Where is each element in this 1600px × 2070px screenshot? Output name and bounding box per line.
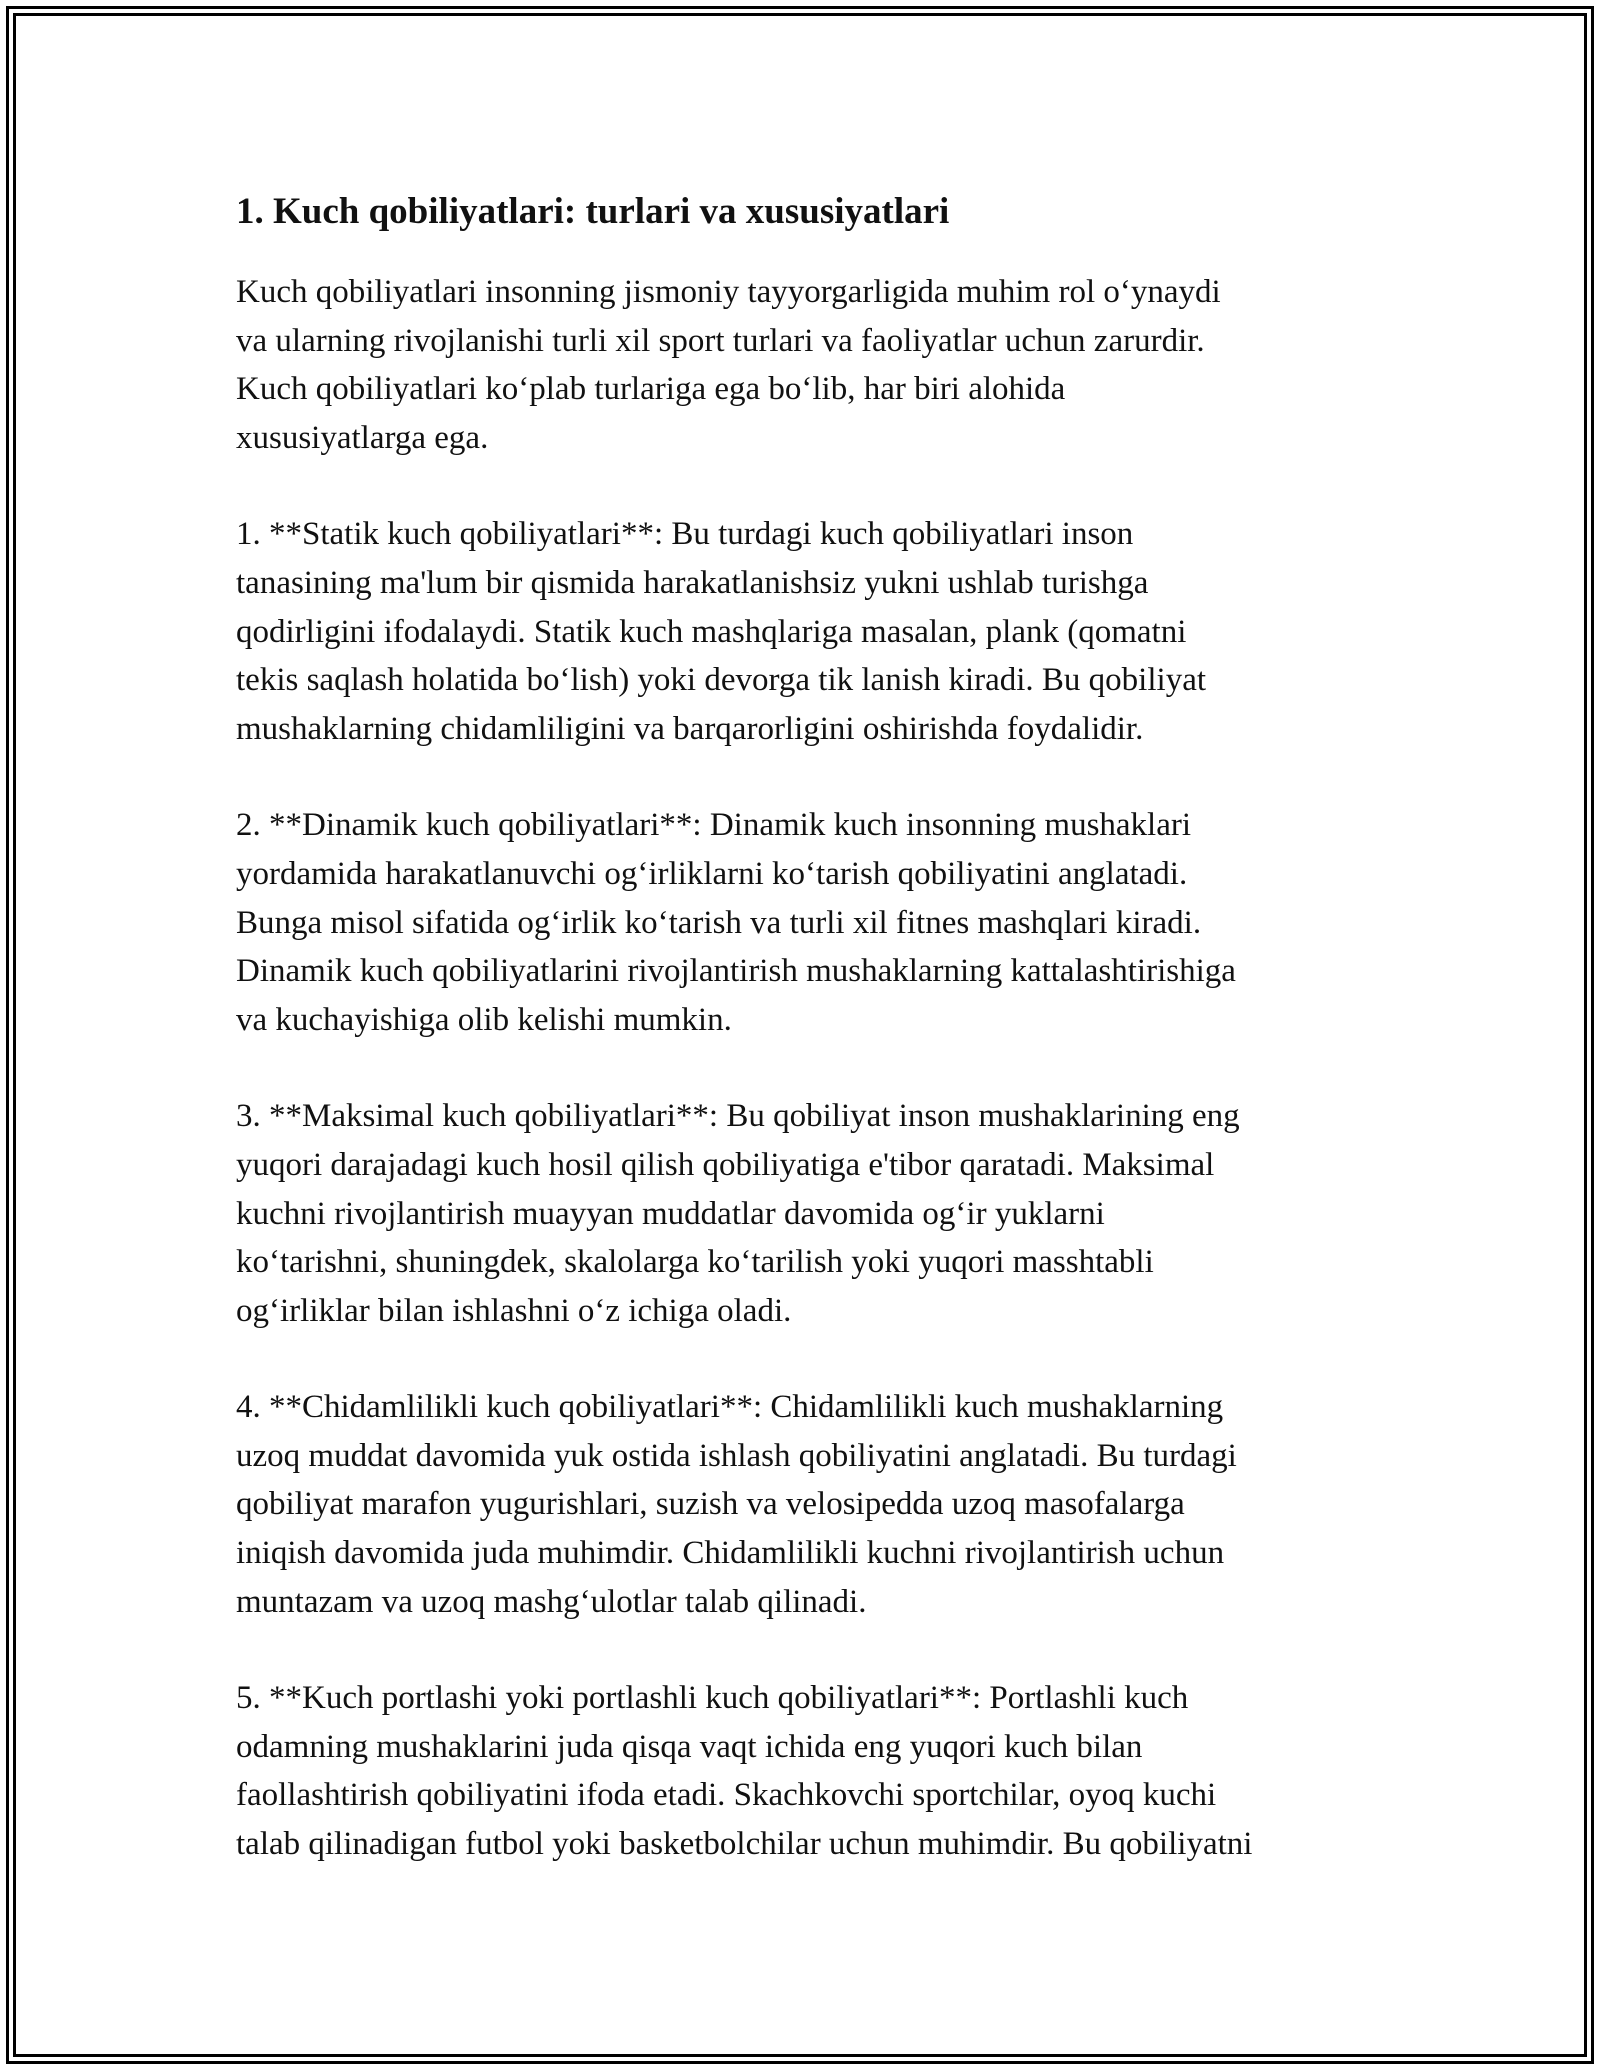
paragraph-line: Bunga misol sifatida og‘irlik ko‘tarish va turli xil fitnes mashqlari kiradi. (236, 904, 1202, 941)
paragraph-line: 2. **Dinamik kuch qobiliyatlari**: Dinamik kuch insonning mushaklari (236, 807, 1192, 844)
paragraph-line: kuchni rivojlantirish muayyan muddatlar davomida og‘ir yuklarni (236, 1195, 1105, 1232)
paragraph-line: mushaklarning chidamliligini va barqarorligini oshirishda foydalidir. (236, 710, 1144, 747)
endurance-strength-paragraph (236, 1383, 1376, 1626)
paragraph-line: talab qilinadigan futbol yoki basketbolchilar uchun muhimdir. Bu qobiliyatni (236, 1826, 1253, 1863)
paragraph-line: og‘irliklar bilan ishlashni o‘z ichiga oladi. (236, 1292, 792, 1329)
intro-paragraph (236, 268, 1376, 462)
dynamic-strength-paragraph (236, 801, 1376, 1044)
paragraph-line: Dinamik kuch qobiliyatlarini rivojlantirish mushaklarning kattalashtirishiga (236, 953, 1236, 990)
explosive-strength-paragraph (236, 1674, 1376, 1868)
paragraph-line: odamning mushaklarini juda qisqa vaqt ichida eng yuqori kuch bilan (236, 1728, 1143, 1765)
paragraph-line: va ularning rivojlanishi turli xil sport turlari va faoliyatlar uchun zarurdir. (236, 322, 1205, 359)
paragraph-line: yuqori darajadagi kuch hosil qilish qobiliyatiga e'tibor qaratadi. Maksimal (236, 1146, 1215, 1183)
paragraph-line: Kuch qobiliyatlari ko‘plab turlariga ega bo‘lib, har biri alohida (236, 371, 1066, 408)
paragraph-line: muntazam va uzoq mashg‘ulotlar talab qilinadi. (236, 1583, 867, 1620)
document-body (236, 186, 1376, 1869)
paragraph-line: 1. **Statik kuch qobiliyatlari**: Bu turdagi kuch qobiliyatlari inson (236, 516, 1134, 553)
paragraph-line: Kuch qobiliyatlari insonning jismoniy tayyorgarligida muhim rol o‘ynaydi (236, 274, 1221, 310)
paragraph-line: tanasining ma'lum bir qismida harakatlanishsiz yukni ushlab turishga (236, 564, 1149, 601)
static-strength-paragraph (236, 510, 1376, 753)
paragraph-line: 4. **Chidamlilikli kuch qobiliyatlari**: Chidamlilikli kuch mushaklarning (236, 1389, 1224, 1426)
paragraph-line: faollashtirish qobiliyatini ifoda etadi. Skachkovchi sportchilar, oyoq kuchi (236, 1777, 1217, 1814)
paragraph-line: uzoq muddat davomida yuk ostida ishlash qobiliyatini anglatadi. Bu turdagi (236, 1437, 1237, 1474)
paragraph-line: tekis saqlash holatida bo‘lish) yoki devorga tik lanish kiradi. Bu qobiliyat (236, 662, 1207, 699)
paragraph-line: 3. **Maksimal kuch qobiliyatlari**: Bu qobiliyat inson mushaklarining eng (236, 1098, 1240, 1135)
paragraph-line: ko‘tarishni, shuningdek, skalolarga ko‘tarilish yoki yuqori masshtabli (236, 1244, 1154, 1281)
paragraph-line: xususiyatlarga ega. (236, 419, 489, 456)
paragraph-line: yordamida harakatlanuvchi og‘irliklarni ko‘tarish qobiliyatini anglatadi. (236, 855, 1188, 892)
paragraph-line: iniqish davomida juda muhimdir. Chidamlilikli kuchni rivojlantirish uchun (236, 1535, 1225, 1572)
paragraph-line: qodirligini ifodalaydi. Statik kuch mashqlariga masalan, plank (qomatni (236, 613, 1187, 650)
maximal-strength-paragraph (236, 1092, 1376, 1335)
paragraph-line: va kuchayishiga olib kelishi mumkin. (236, 1001, 732, 1038)
paragraph-line: qobiliyat marafon yugurishlari, suzish va velosipedda uzoq masofalarga (236, 1486, 1185, 1523)
section-heading: 1. Kuch qobiliyatlari: turlari va xususiyatlari (236, 191, 950, 232)
paragraph-line: 5. **Kuch portlashi yoki portlashli kuch qobiliyatlari**: Portlashli kuch (236, 1680, 1189, 1717)
